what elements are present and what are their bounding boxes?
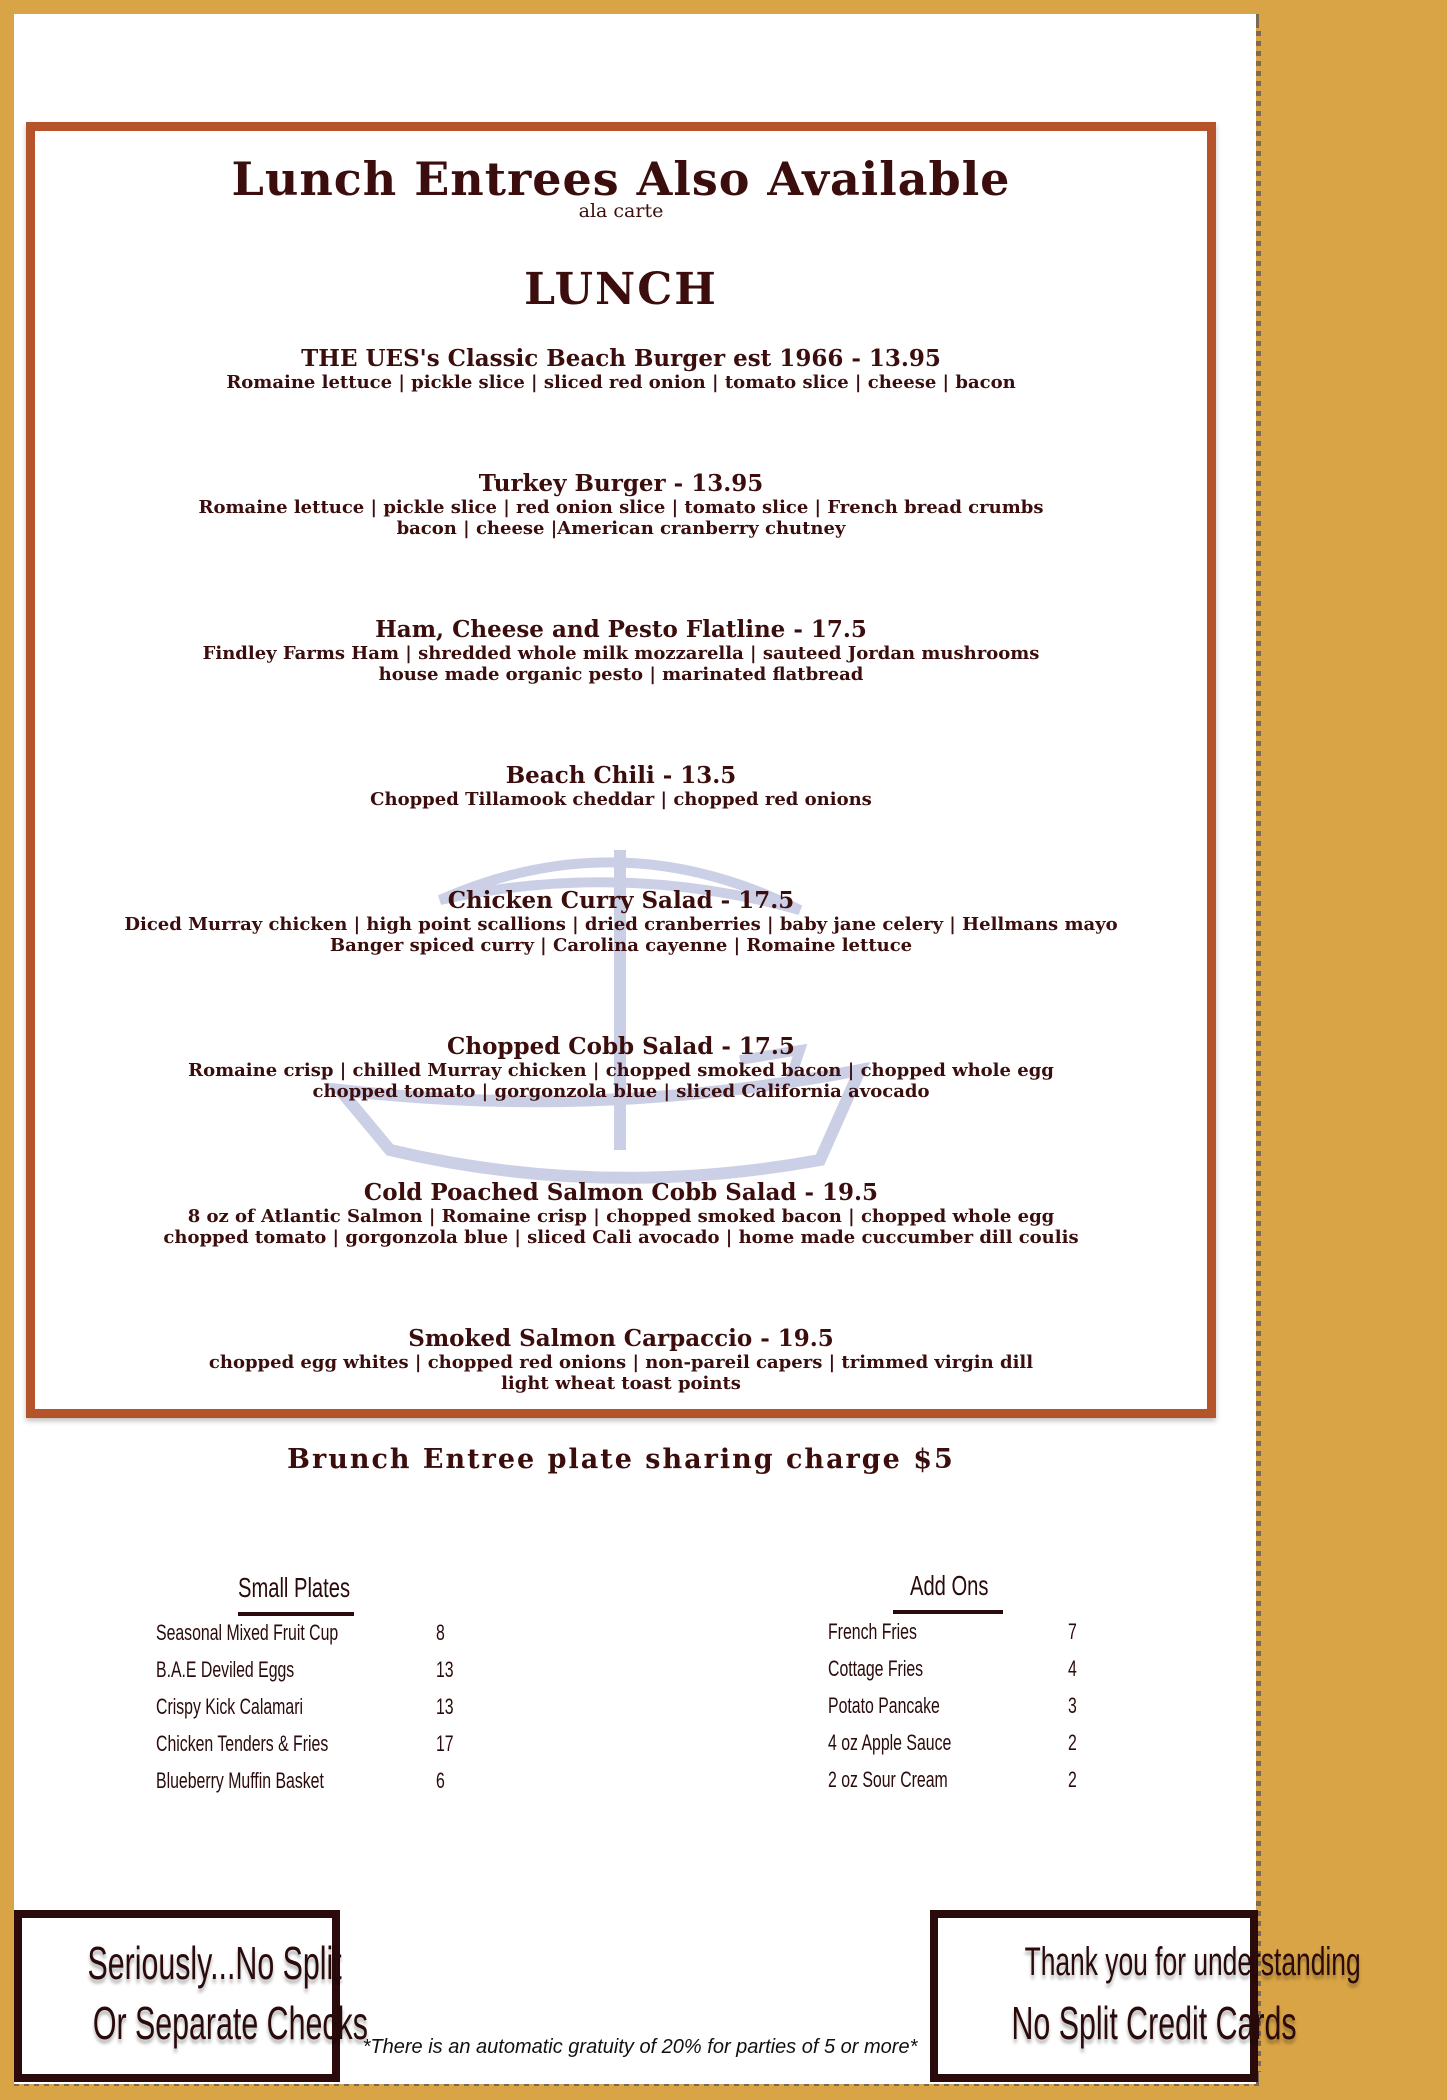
menu-item-desc: chopped tomato | gorgonzola blue | sliced Cali avocado | home made cuccumber dill coulis bbox=[163, 1227, 1079, 1248]
menu-item-desc: house made organic pesto | marinated flatbread bbox=[378, 664, 864, 685]
small-plate-name: Blueberry Muffin Basket bbox=[156, 1768, 324, 1793]
add-on-price: 3 bbox=[1068, 1693, 1077, 1718]
menu-item-desc: Romaine lettuce | pickle slice | sliced red onion | tomato slice | cheese | bacon bbox=[226, 372, 1016, 393]
menu-item-desc: bacon | cheese |American cranberry chutney bbox=[396, 518, 846, 539]
small-plate-name: Crispy Kick Calamari bbox=[156, 1694, 303, 1719]
sign-right-line1: Thank you for understanding bbox=[1024, 1940, 1361, 1984]
menu-item-name: Chicken Curry Salad - 17.5 bbox=[447, 887, 795, 914]
small-plate-price: 6 bbox=[436, 1768, 445, 1793]
menu-item-desc: Chopped Tillamook cheddar | chopped red onions bbox=[370, 789, 872, 810]
add-on-name: 4 oz Apple Sauce bbox=[828, 1730, 952, 1755]
boat-watermark-icon bbox=[320, 820, 880, 1200]
menu-item-desc: chopped tomato | gorgonzola blue | sliced California avocado bbox=[312, 1081, 930, 1102]
page-subtitle: ala carte bbox=[578, 200, 664, 222]
menu-item-name: Turkey Burger - 13.95 bbox=[478, 470, 764, 497]
add-ons-title: Add Ons bbox=[910, 1570, 989, 1601]
small-plate-price: 8 bbox=[436, 1620, 445, 1645]
menu-item-desc: light wheat toast points bbox=[501, 1373, 741, 1394]
no-split-cards-sign bbox=[930, 1910, 1361, 2082]
menu-item-name: Chopped Cobb Salad - 17.5 bbox=[447, 1033, 795, 1060]
add-on-name: 2 oz Sour Cream bbox=[828, 1767, 948, 1792]
menu-item-name: Ham, Cheese and Pesto Flatline - 17.5 bbox=[375, 616, 867, 643]
menu-item-name: Beach Chili - 13.5 bbox=[505, 762, 737, 789]
add-on-price: 2 bbox=[1068, 1730, 1077, 1755]
no-split-checks-sign bbox=[14, 1910, 368, 2082]
sign-left-line2: Or Separate Checks bbox=[92, 1997, 368, 2049]
menu-item-name: Smoked Salmon Carpaccio - 19.5 bbox=[408, 1325, 834, 1352]
sign-right-line2: No Split Credit Cards bbox=[1011, 1997, 1297, 2049]
small-plate-name: Seasonal Mixed Fruit Cup bbox=[156, 1620, 339, 1645]
add-ons-underline bbox=[893, 1610, 1003, 1614]
add-on-price: 2 bbox=[1068, 1767, 1077, 1792]
menu-item-desc: Romaine lettuce | pickle slice | red onion slice | tomato slice | French bread crumbs bbox=[198, 497, 1044, 518]
small-plate-name: Chicken Tenders & Fries bbox=[156, 1731, 329, 1756]
small-plates-title: Small Plates bbox=[238, 1572, 351, 1603]
menu-item-desc: Diced Murray chicken | high point scallions | dried cranberries | baby jane celery | Hellmans mayo bbox=[124, 914, 1118, 935]
menu-item-desc: Findley Farms Ham | shredded whole milk mozzarella | sauteed Jordan mushrooms bbox=[202, 643, 1040, 664]
small-plate-price: 17 bbox=[436, 1731, 454, 1756]
menu-item-desc: chopped egg whites | chopped red onions | non-pareil capers | trimmed virgin dill bbox=[208, 1352, 1034, 1373]
menu-item-desc: Romaine crisp | chilled Murray chicken | chopped smoked bacon | chopped whole egg bbox=[188, 1060, 1054, 1081]
sign-left-line1: Seriously...No Split bbox=[87, 1937, 342, 1989]
menu-item-desc: 8 oz of Atlantic Salmon | Romaine crisp | chopped smoked bacon | chopped whole egg bbox=[187, 1206, 1055, 1227]
menu-item-name: THE UES's Classic Beach Burger est 1966 - 13.95 bbox=[301, 345, 941, 372]
add-on-name: Potato Pancake bbox=[828, 1693, 940, 1718]
small-plate-price: 13 bbox=[436, 1657, 454, 1682]
add-on-name: Cottage Fries bbox=[828, 1656, 924, 1681]
section-heading-lunch: LUNCH bbox=[524, 264, 718, 315]
add-on-price: 7 bbox=[1068, 1619, 1077, 1644]
add-on-name: French Fries bbox=[828, 1619, 917, 1644]
page-title: Lunch Entrees Also Available bbox=[231, 152, 1011, 206]
small-plate-price: 13 bbox=[436, 1694, 454, 1719]
small-plates-underline bbox=[238, 1612, 354, 1616]
gratuity-note: *There is an automatic gratuity of 20% for parties of 5 or more* bbox=[362, 2036, 918, 2058]
menu-item-name: Cold Poached Salmon Cobb Salad - 19.5 bbox=[363, 1179, 879, 1206]
sharing-charge-note: Brunch Entree plate sharing charge $5 bbox=[287, 1444, 955, 1475]
menu-item-desc: Banger spiced curry | Carolina cayenne | Romaine lettuce bbox=[329, 935, 913, 956]
small-plate-name: B.A.E Deviled Eggs bbox=[156, 1657, 295, 1682]
add-on-price: 4 bbox=[1068, 1656, 1077, 1681]
